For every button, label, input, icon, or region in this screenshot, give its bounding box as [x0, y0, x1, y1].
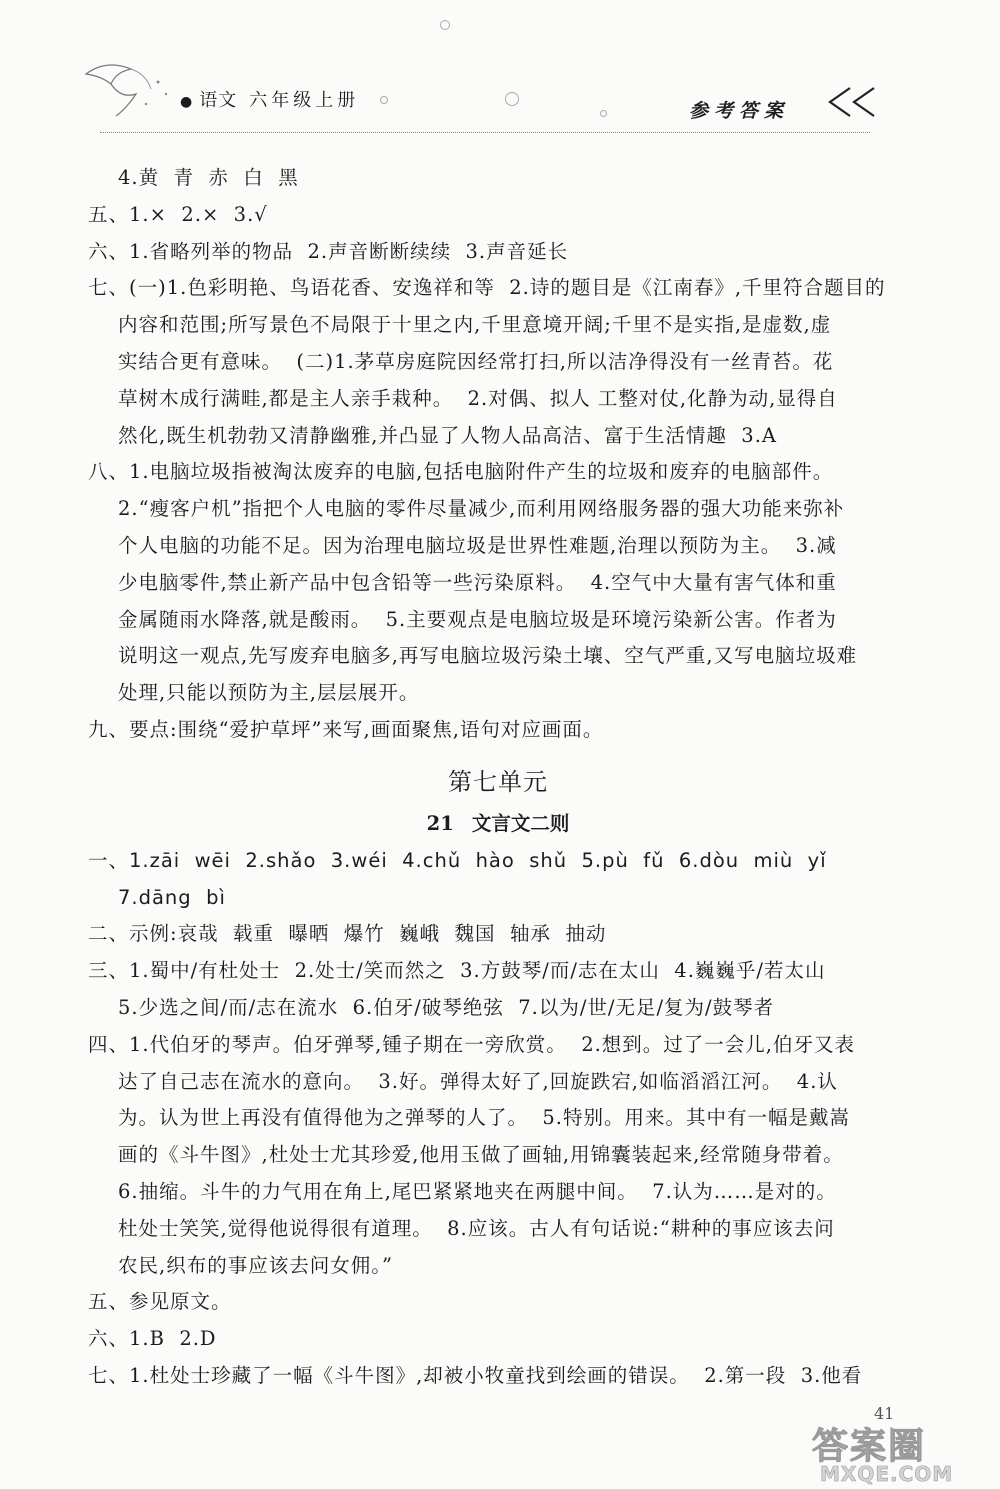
- bubble-decoration: [440, 20, 450, 30]
- answer-line: 4.黄 青 赤 白 黑: [118, 166, 299, 189]
- answer-line: 然化,既生机勃勃又清静幽雅,并凸显了人物人品高洁、富于生活情趣 3.A: [118, 423, 777, 447]
- answer-line: 六、1.B 2.D: [88, 1327, 217, 1351]
- answer-line: 实结合更有意味。 (二)1.茅草房庭院因经常打扫,所以洁净得没有一丝青苔。花: [118, 349, 834, 373]
- bubble-decoration: [600, 110, 607, 117]
- answer-line: 5.少选之间/而/志在流水 6.伯牙/破琴绝弦 7.以为/世/无足/复为/鼓琴者: [118, 995, 775, 1019]
- answer-line: 三、1.蜀中/有杜处士 2.处士/笑而然之 3.方鼓琴/而/志在太山 4.巍巍乎/若太山: [88, 959, 826, 983]
- answer-line: 7.dāng bì: [118, 885, 226, 909]
- header-grade: 六年级上册: [249, 90, 360, 111]
- header-divider: [100, 132, 870, 133]
- double-chevron-left-icon: [822, 82, 882, 122]
- lesson-name: 文言文二则: [471, 811, 570, 835]
- answer-line: 6.抽缩。斗牛的力气用在角上,尾巴紧紧地夹在两腿中间。 7.认为……是对的。: [118, 1179, 837, 1203]
- answer-line: 五、1.× 2.× 3.√: [88, 202, 268, 226]
- answer-line: 说明这一观点,先写废弃电脑多,再写电脑垃圾污染土壤、空气严重,又写电脑垃圾难: [118, 644, 858, 668]
- bubble-decoration: [380, 96, 388, 104]
- answer-line: 画的《斗牛图》,杜处士尤其珍爱,他用玉做了画轴,用锦囊装起来,经常随身带着。: [118, 1143, 844, 1167]
- answer-line: 九、要点:围绕“爱护草坪”来写,画面聚焦,语句对应画面。: [88, 717, 604, 741]
- answer-line: 为。认为世上再没有值得他为之弹琴的人了。 5.特别。用来。其中有一幅是戴嵩: [118, 1106, 851, 1130]
- lesson-title: [88, 807, 908, 841]
- answer-line: 内容和范围;所写景色不局限于十里之内,千里意境开阔;千里不是实指,是虚数,虚: [118, 313, 832, 337]
- header-section: 参考答案: [689, 100, 790, 122]
- answer-line: 六、1.省略列举的物品 2.声音断断续续 3.声音延长: [88, 239, 569, 263]
- answer-line: 杜处士笑笑,觉得他说得很有道理。 8.应该。古人有句话说:“耕种的事应该去问: [118, 1216, 835, 1240]
- answer-line: 达了自己志在流水的意向。 3.好。弹得太好了,回旋跌宕,如临滔滔江河。 4.认: [118, 1069, 838, 1093]
- answer-line: 2.“瘦客户机”指把个人电脑的零件尽量减少,而利用网络服务器的强大功能来弥补: [118, 497, 845, 521]
- answer-line: 处理,只能以预防为主,层层展开。: [118, 681, 420, 705]
- lesson-number: 21: [426, 811, 454, 835]
- bubble-decoration: [505, 92, 519, 106]
- answer-content: [88, 160, 908, 1395]
- answer-line: 七、(一)1.色彩明艳、鸟语花香、安逸祥和等 2.诗的题目是《江南春》,千里符合题目的: [88, 276, 886, 300]
- page-header: [0, 0, 1000, 150]
- answer-line: 七、1.杜处士珍藏了一幅《斗牛图》,却被小牧童找到绘画的错误。 2.第一段 3.他看: [88, 1363, 863, 1387]
- answer-line: 少电脑零件,禁止新产品中包含铅等一些污染原料。 4.空气中大量有害气体和重: [118, 570, 837, 594]
- answer-line: 金属随雨水降落,就是酸雨。 5.主要观点是电脑垃圾是环境污染新公害。作者为: [118, 607, 837, 631]
- answer-line: 四、1.代伯牙的琴声。伯牙弹琴,锺子期在一旁欣赏。 2.想到。过了一会儿,伯牙又表: [88, 1032, 856, 1056]
- watermark-text: 答案圈: [812, 1426, 927, 1467]
- answer-line: 草树木成行满畦,都是主人亲手栽种。 2.对偶、拟人 工整对仗,化静为动,显得自: [118, 386, 838, 410]
- header-subject: ● 语文 六年级上册: [180, 90, 360, 111]
- watermark-logo: [812, 1418, 992, 1484]
- page-number: 41: [874, 1404, 895, 1423]
- answer-line: 一、1.zāi wēi 2.shǎo 3.wéi 4.chǔ hào shǔ 5.pù fǔ 6.dòu miù yǐ: [88, 848, 827, 872]
- fairy-decoration-icon: [76, 54, 176, 124]
- answer-line: 八、1.电脑垃圾指被淘汰废弃的电脑,包括电脑附件产生的垃圾和废弃的电脑部件。: [88, 460, 834, 484]
- unit-title: 第七单元: [448, 767, 548, 796]
- watermark-url: MXQE.COM: [820, 1462, 954, 1486]
- answer-line: 五、参见原文。: [88, 1290, 232, 1314]
- answer-block-unit6: [88, 160, 908, 749]
- answer-block-unit7: [88, 843, 908, 1395]
- answer-line: 个人电脑的功能不足。因为治理电脑垃圾是世界性难题,治理以预防为主。 3.减: [118, 533, 837, 557]
- answer-line: 二、示例:哀哉 载重 曝晒 爆竹 巍峨 魏国 轴承 抽动: [88, 922, 607, 946]
- answer-line: 农民,织布的事应该去问女佣。”: [118, 1253, 393, 1277]
